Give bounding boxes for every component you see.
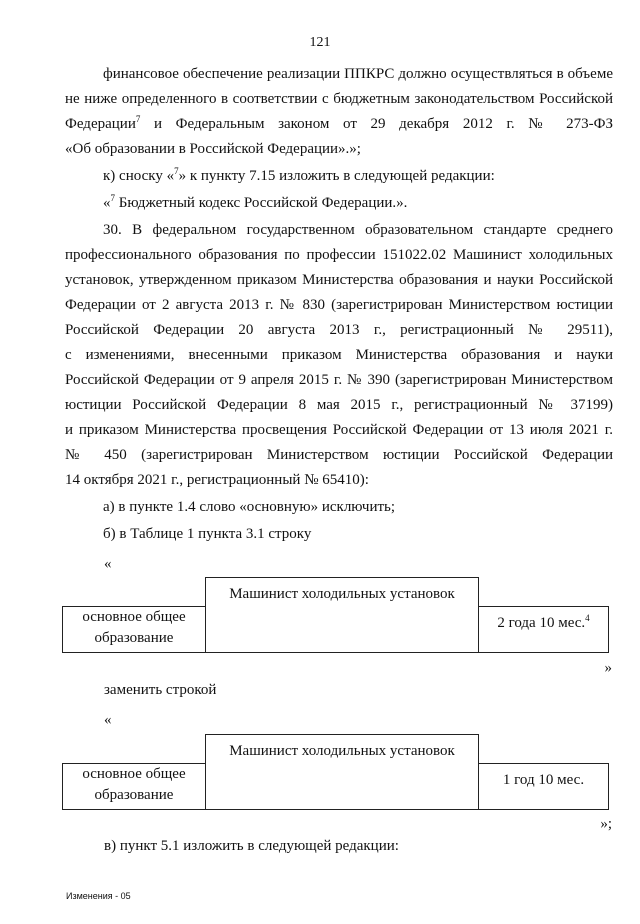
paragraph-text: и Федеральным законом от 29 декабря 2012 г. № 273-ФЗ xyxy=(140,116,613,132)
table-duration-cell xyxy=(478,763,609,810)
table-label-line: основное общее xyxy=(82,609,186,625)
section-line: юстиции Российской Федерации 8 мая 2015 г., регистрационный № 37199) xyxy=(65,397,613,413)
item-k xyxy=(65,164,613,189)
quote-open: « xyxy=(104,712,112,728)
table-duration: 2 года 10 мес. xyxy=(497,615,586,631)
paragraph-line: «Об образовании в Российской Федерации».»; xyxy=(65,141,361,157)
paragraph-line xyxy=(65,112,613,137)
footnote-text xyxy=(65,191,613,216)
section-line: Федерации от 2 августа 2013 г. № 830 (зарегистрирован Министерством юстиции xyxy=(65,297,613,313)
paragraph-line: финансовое обеспечение реализации ППКРС должно осуществляться в объеме xyxy=(103,66,613,82)
table-label-line: основное общее xyxy=(82,766,186,782)
item-v: в) пункт 5.1 изложить в следующей редакции: xyxy=(104,838,399,854)
section-line: с изменениями, внесенными приказом Министерства образования и науки xyxy=(65,347,613,363)
table-header-cell xyxy=(205,734,479,810)
section-line: 30. В федеральном государственном образовательном стандарте среднего xyxy=(103,222,613,238)
table-label-cell xyxy=(62,763,206,810)
paragraph-line: не ниже определенного в соответствии с бюджетным законодательством Российской xyxy=(65,91,613,107)
item-k-text: » к пункту 7.15 изложить в следующей редакции: xyxy=(178,168,495,184)
table-label-line: образование xyxy=(94,630,174,646)
item-a: а) в пункте 1.4 слово «основную» исключить; xyxy=(103,499,396,515)
footnote-ref: 7 xyxy=(174,166,179,176)
quote-close: » xyxy=(604,660,612,676)
section-line: 14 октября 2021 г., регистрационный № 65410): xyxy=(65,472,369,488)
table-duration-cell xyxy=(478,606,609,653)
table-header: Машинист холодильных установок xyxy=(229,586,455,602)
section-30 xyxy=(65,218,613,493)
section-line: и приказом Министерства просвещения Российской Федерации от 13 июля 2021 г. xyxy=(65,422,613,438)
page-number: 121 xyxy=(309,35,331,50)
table-label-cell xyxy=(62,606,206,653)
section-line: Российской Федерации от 9 апреля 2015 г. № 390 (зарегистрирован Министерством xyxy=(65,372,613,388)
item-b: б) в Таблице 1 пункта 3.1 строку xyxy=(103,526,312,542)
table-header: Машинист холодильных установок xyxy=(229,743,455,759)
footnote-ref: 7 xyxy=(135,114,141,124)
table-header-cell xyxy=(205,577,479,653)
section-line: № 450 (зарегистрирован Министерством юстиции Российской Федерации xyxy=(65,447,613,463)
document-body xyxy=(65,62,613,547)
footnote-body: Бюджетный кодекс Российской Федерации.». xyxy=(115,195,408,211)
page-footer: Изменения - 05 xyxy=(66,891,131,901)
table-label-line: образование xyxy=(94,787,174,803)
quote-open: « xyxy=(104,556,112,572)
quote-mark: « xyxy=(103,195,111,211)
paragraph-text: Федерации xyxy=(65,116,136,132)
table-duration: 1 год 10 мес. xyxy=(502,772,585,788)
section-line: профессионального образования по профессии 151022.02 Машинист холодильных xyxy=(65,247,613,263)
item-k-text: к) сноску « xyxy=(103,168,175,184)
footnote-ref: 7 xyxy=(110,193,115,203)
section-line: установок, утвержденном приказом Министерства образования и науки Российской xyxy=(65,272,613,288)
replace-with-text: заменить строкой xyxy=(104,682,217,698)
footnote-ref: 4 xyxy=(585,613,590,623)
quote-close: »; xyxy=(600,816,612,832)
section-line: Российской Федерации 20 августа 2013 г., регистрационный № 29511), xyxy=(65,322,613,338)
